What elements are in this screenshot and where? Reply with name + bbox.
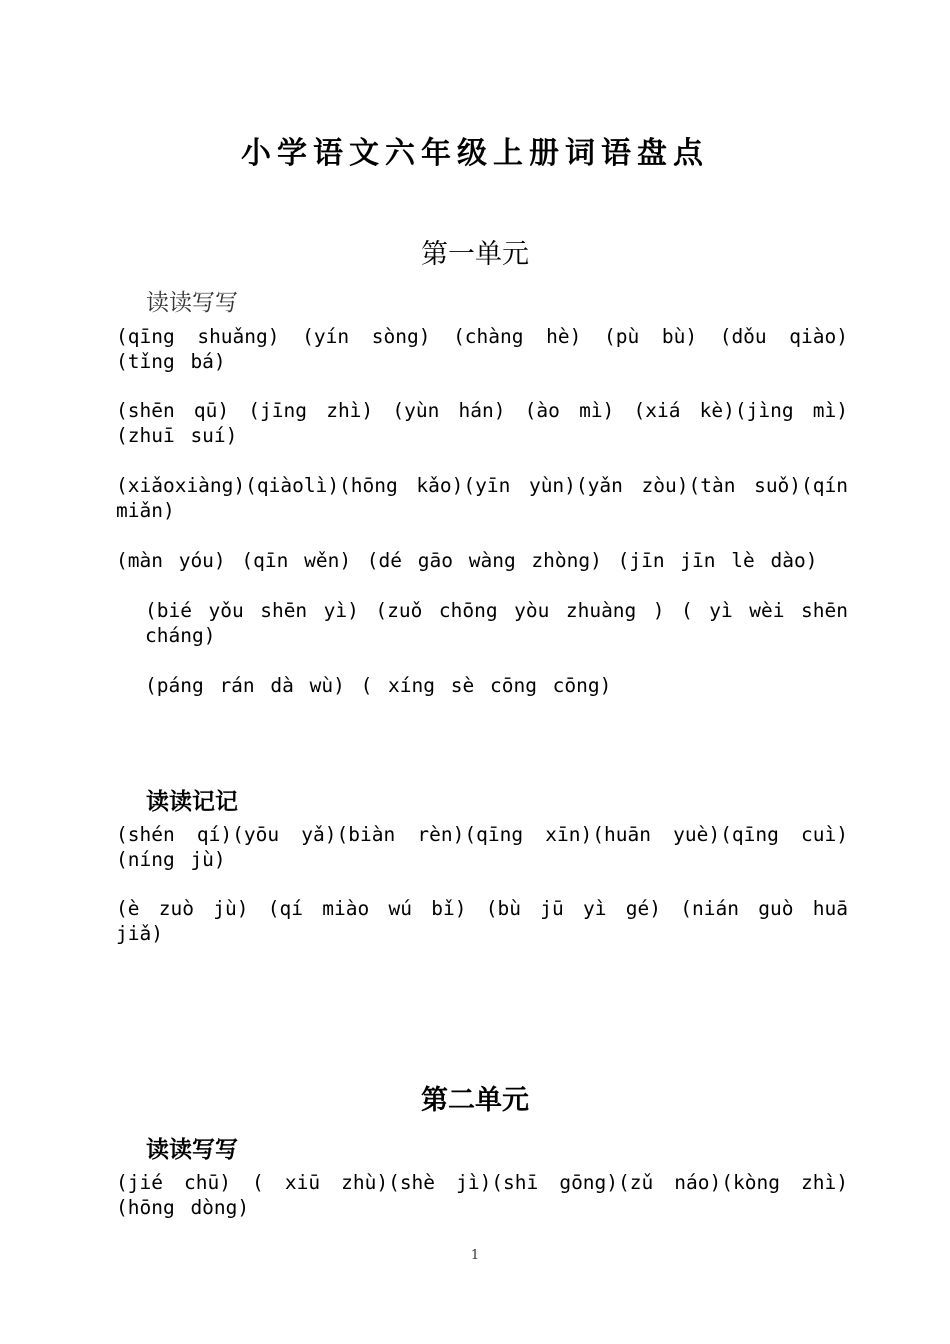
- unit-1-read-write-line-1: (qīng shuǎng) (yín sòng) (chàng hè) (pù bù) (dǒu qiào) (tǐng bá): [116, 325, 848, 373]
- unit-1-read-remember-line-1: (shén qí)(yōu yǎ)(biàn rèn)(qīng xīn)(huān yuè)(qīng cuì)(níng jù): [116, 823, 848, 871]
- unit-2-title: 第二单元: [421, 1085, 529, 1116]
- unit-1-read-write-line-5: (bié yǒu shēn yì) (zuǒ chōng yòu zhuàng ) ( yì wèi shēn cháng): [145, 599, 848, 647]
- unit-2-read-write-line-1: (jié chū) ( xiū zhù)(shè jì)(shī gōng)(zǔ náo)(kòng zhì)(hōng dòng): [116, 1171, 848, 1219]
- unit-1-read-write-heading: 读读写写: [146, 290, 238, 316]
- page-number: 1: [470, 1248, 480, 1263]
- unit-1-read-remember-heading: 读读记记: [146, 789, 238, 815]
- document-title: 小学语文六年级上册词语盘点: [241, 136, 709, 171]
- unit-1-read-write-line-3: (xiǎoxiàng)(qiàolì)(hōng kǎo)(yīn yùn)(yǎn zòu)(tàn suǒ)(qín miǎn): [116, 474, 848, 522]
- unit-2-read-write-heading: 读读写写: [146, 1137, 238, 1163]
- unit-1-read-write-line-4: (màn yóu) (qīn wěn) (dé gāo wàng zhòng) (jīn jīn lè dào): [116, 549, 818, 572]
- unit-1-read-remember-line-2: (è zuò jù) (qí miào wú bǐ) (bù jū yì gé) (nián guò huā jiǎ): [116, 897, 848, 945]
- unit-1-read-write-line-2: (shēn qū) (jīng zhì) (yùn hán) (ào mì) (xiá kè)(jìng mì)(zhuī suí): [116, 399, 848, 447]
- unit-1-title: 第一单元: [421, 239, 529, 270]
- unit-1-read-write-line-6: (páng rán dà wù) ( xíng sè cōng cōng): [145, 674, 612, 697]
